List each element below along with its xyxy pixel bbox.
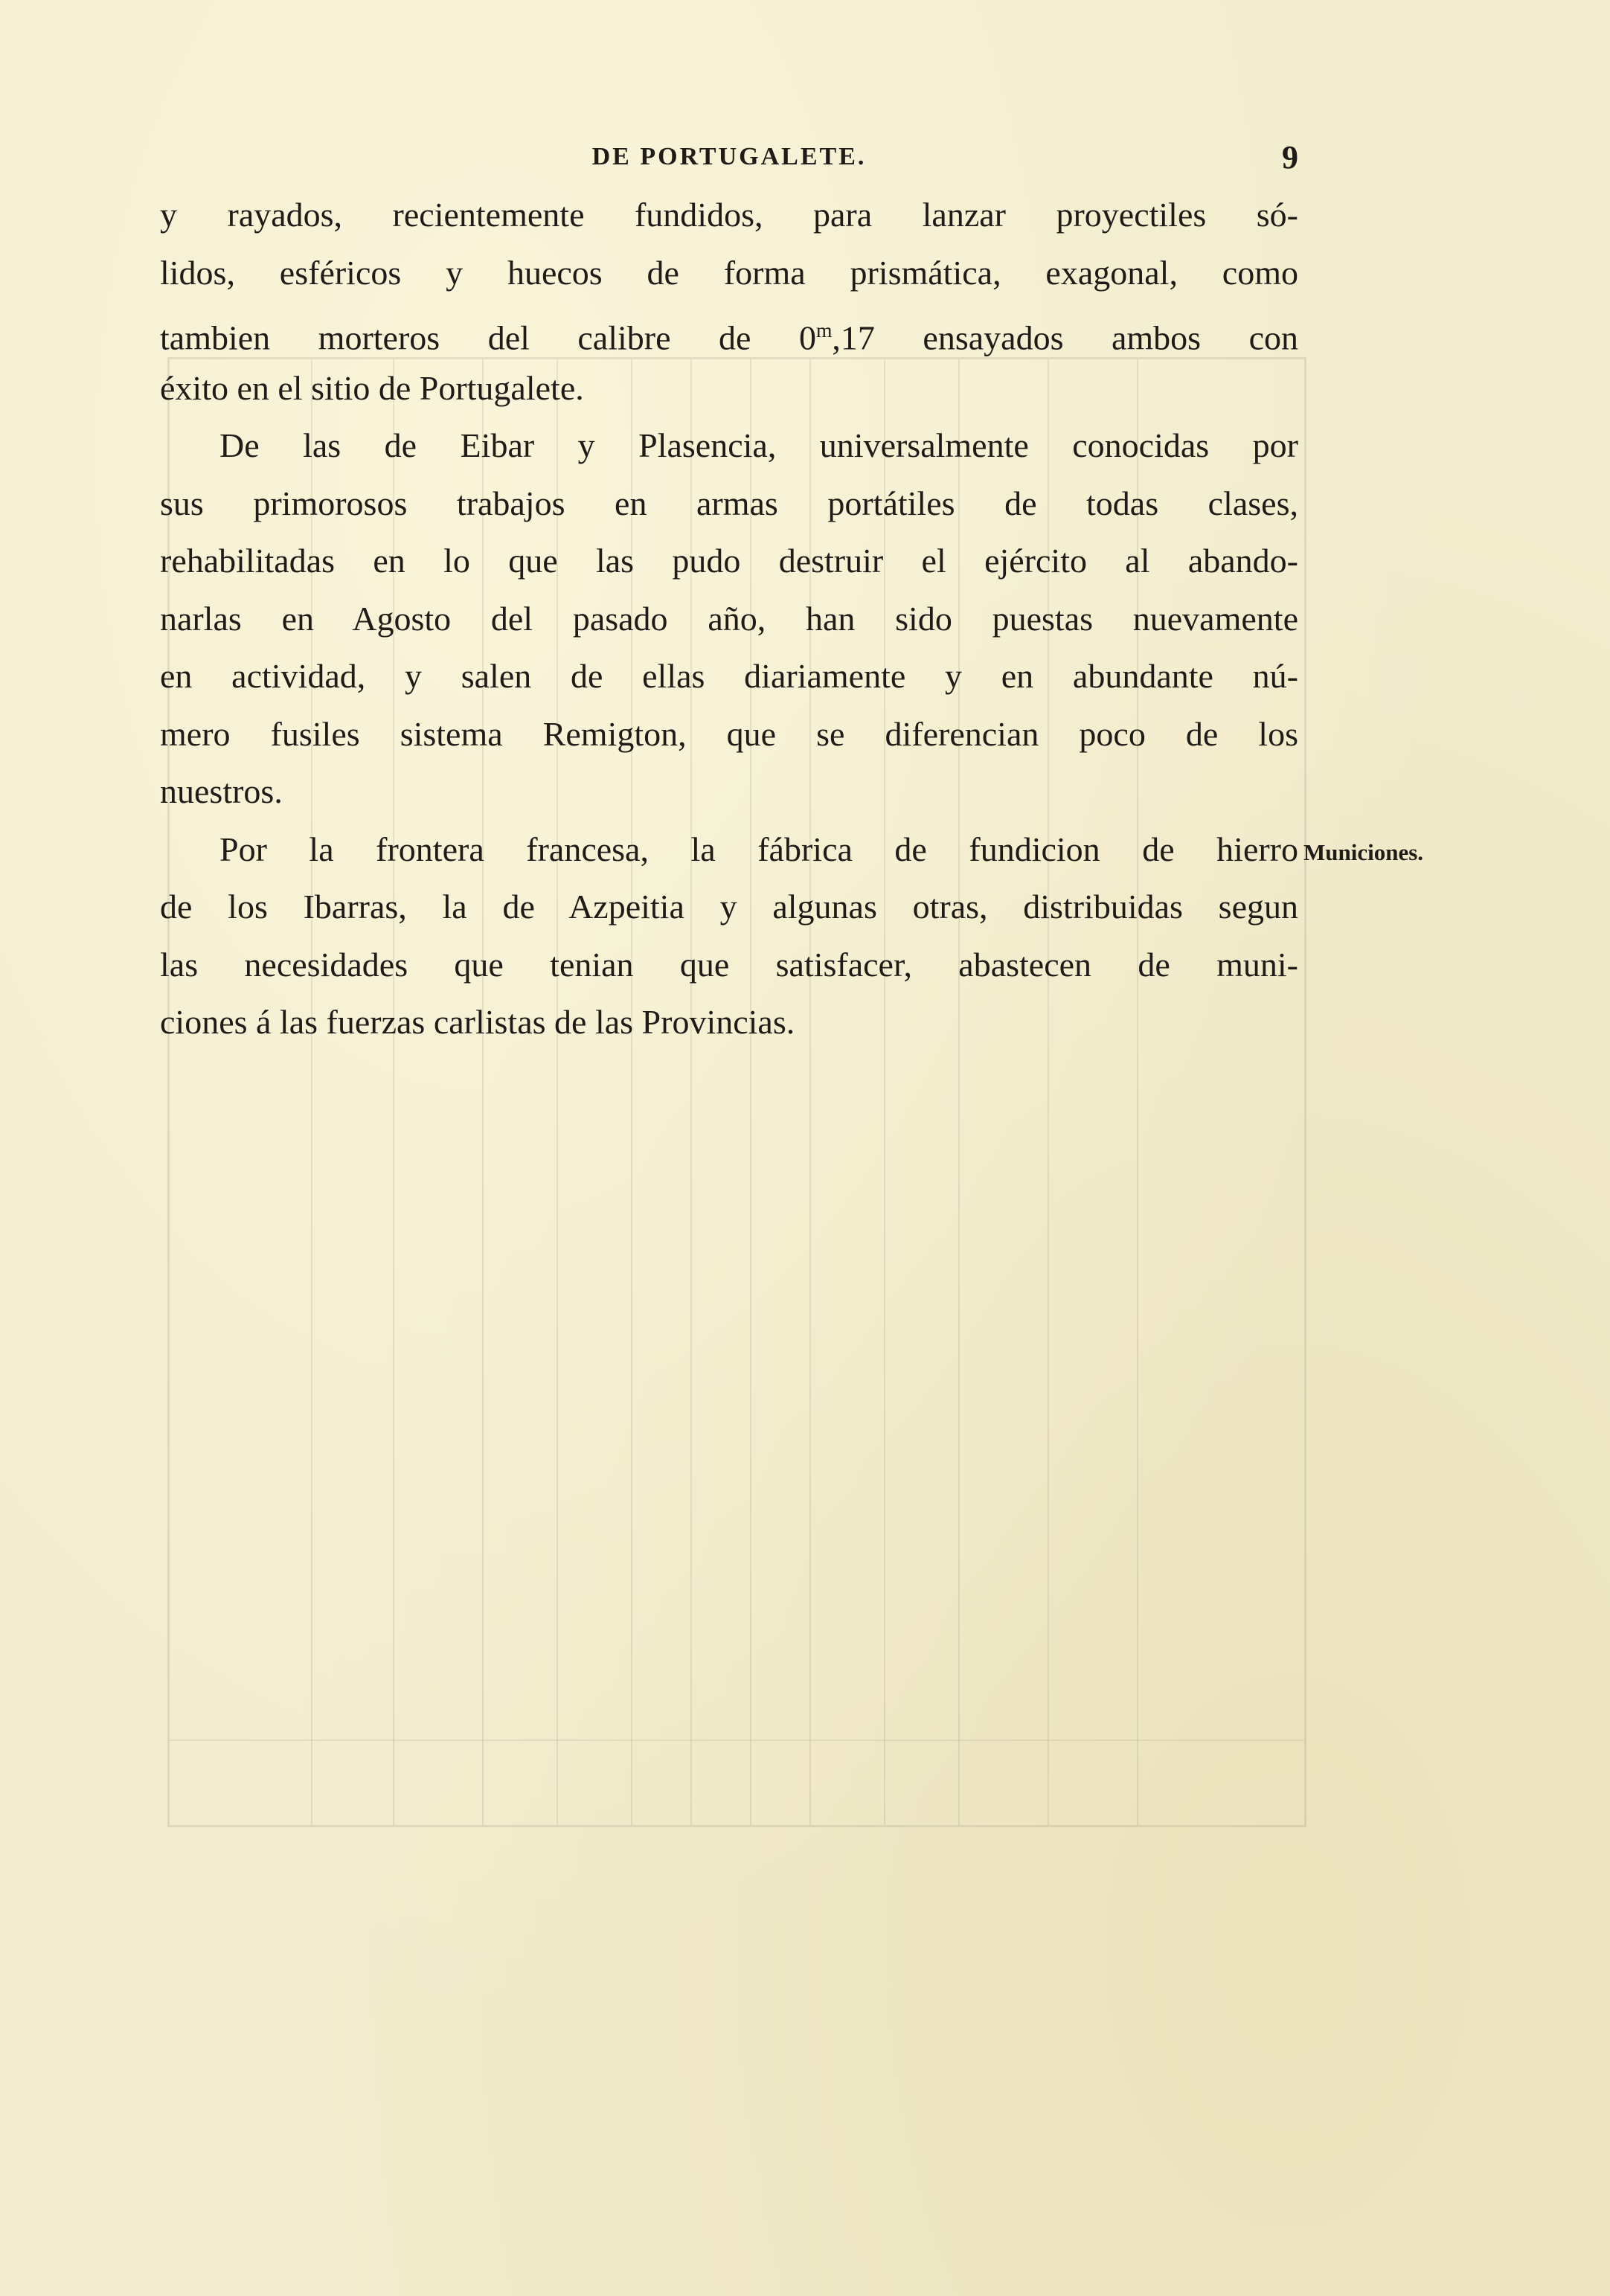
text-line: rehabilitadas en lo que las pudo destruir el ejército al abando- <box>160 542 1298 580</box>
text-line: narlas en Agosto del pasado año, han sido puestas nuevamente <box>160 599 1298 638</box>
margin-note: Municiones. <box>1303 839 1424 865</box>
text-line: las necesidades que tenian que satisfacer, abastecen de muni- <box>160 945 1298 984</box>
text-line: ciones á las fuerzas carlistas de las Provincias. <box>160 1003 795 1041</box>
text-line: De las de Eibar y Plasencia, universalmente conocidas por <box>219 426 1298 464</box>
text-line: éxito en el sitio de Portugalete. <box>160 368 584 407</box>
text-line: en actividad, y salen de ellas diariamente y en abundante nú- <box>160 657 1298 695</box>
body-text <box>160 186 1298 1051</box>
text-line: Por la frontera francesa, la fábrica de fundicion de hierro <box>219 830 1298 868</box>
running-head: DE PORTUGALETE. <box>591 143 867 170</box>
text-line: tambien morteros del calibre de 0$^m$,17 ensayados ambos con <box>160 318 1298 357</box>
page-header <box>160 141 1298 179</box>
text-line: sus primorosos trabajos en armas portátiles de todas clases, <box>160 484 1298 522</box>
text-line: nuestros. <box>160 772 283 810</box>
page-number: 9 <box>1282 139 1298 176</box>
text-line: de los Ibarras, la de Azpeitia y algunas otras, distribuidas segun <box>160 888 1298 926</box>
text-line: lidos, esféricos y huecos de forma prismática, exagonal, como <box>160 253 1298 292</box>
text-line: mero fusiles sistema Remigton, que se diferencian poco de los <box>160 714 1298 753</box>
text-line: y rayados, recientemente fundidos, para lanzar proyectiles só- <box>160 196 1298 234</box>
